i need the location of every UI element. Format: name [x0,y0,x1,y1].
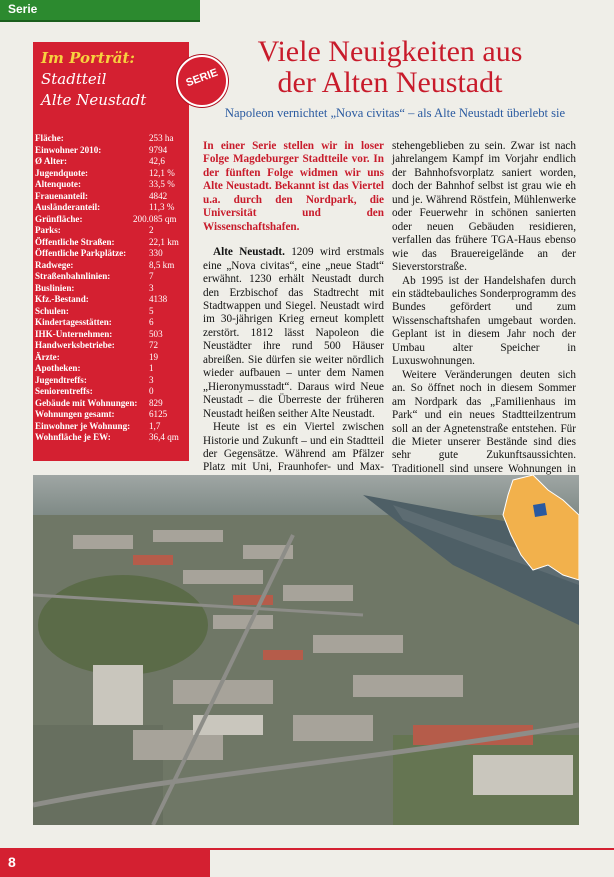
stat-label: Seniorentreffs: [35,386,93,396]
article-paragraph-4: Ab 1995 ist der Handelshafen durch ein städtebauliches Sonderprogramm des Bundes gefördert und zum Wissenschaftshafen umgebaut worden. Geplant ist in diesem Jahr noch der Umbau alter Speicher in Luxuswohnungen. [392,274,576,368]
aerial-photo-illustration [33,475,579,825]
stat-value: 6 [149,317,154,327]
stat-label: Öffentliche Straßen: [35,236,115,247]
stat-label: Jugendquote: [35,167,89,178]
stat-label: Grünfläche: [35,213,83,224]
serie-badge-label: SERIE [184,66,220,90]
stat-row [33,225,189,237]
stat-label: Ø Alter: [35,156,68,166]
stat-value: 0 [149,386,154,396]
stat-label: Straßenbahnlinien: [35,271,111,281]
stat-label: Ausländeranteil: [35,202,101,212]
stat-label: Parks: [35,225,61,235]
stat-value: 200.085 qm [133,213,177,224]
headline [225,36,555,98]
page-number: 8 [8,854,16,870]
stat-label: Handwerksbetriebe: [35,340,115,350]
stat-value: 829 [149,397,163,408]
stat-label: Wohnungen gesamt: [35,409,115,419]
article-paragraph-2: Heute ist es ein Viertel zwischen Historie und Zukunft – und ein Stadtteil der Gegensätze. Während am Pfälzer Platz mit Uni, Fraunhofer- und Max- [203,421,384,474]
stat-row [33,409,189,421]
stat-value: 3 [149,374,154,385]
stat-row [33,432,189,444]
article-paragraph-1 [203,246,384,421]
stat-row [33,237,189,249]
section-label: Serie [8,2,38,16]
stat-label: Kfz.-Bestand: [35,294,89,304]
stat-value: 4842 [149,190,168,201]
stat-label: Jugendtreffs: [35,374,87,385]
article-paragraph-3: stehengeblieben zu sein. Zwar ist nach jahrelangem Kampf im Vorjahr endlich der Bahnhofsvorplatz saniert worden, doch der Bahnhof selbst ist grau wie eh und je. Während Röstfein, Mühlenwerke oder Feuerwehr in schönen sanierten oder neuen Gebäuden residieren, verfallen das frühere TGA-Haus ebenso wie das Brauereigelände an der Sieverstorstraße. [392,140,576,274]
stat-row [33,133,189,145]
stat-value: 33,5 % [149,179,175,189]
stat-value: 2 [149,225,154,235]
portrait-heading [41,48,146,111]
stat-row [33,260,189,272]
stat-row [33,306,189,318]
headline-line-2: der Alten Neustadt [277,66,503,99]
footer-rule [210,848,614,850]
page-number-bar [0,848,210,877]
stat-label: Kindertagesstätten: [35,317,112,327]
stat-label: Apotheken: [35,363,81,373]
stat-label: Gebäude mit Wohnungen: [35,397,138,408]
stat-row [33,421,189,433]
stat-label: Ärzte: [35,351,60,362]
stat-row [33,352,189,364]
stat-row [33,375,189,387]
stat-row [33,168,189,180]
stat-row [33,214,189,226]
stat-row [33,294,189,306]
stat-value: 6125 [149,409,168,419]
stat-row [33,329,189,341]
stat-label: Radwege: [35,259,74,270]
stat-value: 11,3 % [149,202,175,212]
stat-label: Altenquote: [35,179,81,189]
stat-value: 503 [149,328,163,339]
stat-row [33,271,189,283]
stat-value: 1 [149,363,154,373]
stat-value: 8,5 km [149,259,175,270]
stat-row [33,179,189,191]
stat-label: Frauenanteil: [35,190,89,201]
stat-row [33,191,189,203]
stat-value: 1,7 [149,420,161,431]
portrait-title: Im Porträt: [41,49,135,67]
article-column-2 [392,140,576,530]
stat-value: 22,1 km [149,236,179,247]
article-paragraph-1-text: 1209 wird erstmals eine „Nova civitas“, eine „neue Stadt“ erwähnt. 1230 erhält Neustadt durch den Erzbischof das Stadtrecht mit Stadtwappen und Siegel. Neustadt wird im 30-jährigen Krieg erneut komplett zerstört. 1812 lässt Napoleon die Neustädter ihre rund 500 Häuser abreißen. Sie dürfen sie weiter nördlich wieder aufbauen – unter dem Namen „Hieronymusstadt“. Daraus wird Neue Neustadt – die Überreste der früheren Neustadt heißen seither Alte Neustadt. [203,246,384,420]
article-paragraph-1-start: Alte Neustadt. [213,246,285,259]
stat-value: 5 [149,305,154,316]
aerial-photo [33,475,579,825]
stat-row [33,317,189,329]
stat-row [33,156,189,168]
stat-value: 72 [149,340,159,350]
portrait-sidebar [33,42,189,461]
stat-row [33,145,189,157]
stat-value: 42,6 [149,156,165,166]
stat-value: 7 [149,271,154,281]
stat-row [33,386,189,398]
stat-value: 9794 [149,144,168,155]
portrait-line-name: Alte Neustadt [41,91,147,109]
stat-label: Einwohner je Wohnung: [35,420,131,431]
stat-row [33,398,189,410]
stat-value: 253 ha [149,133,174,143]
stat-value: 36,4 qm [149,432,179,442]
stat-label: Einwohner 2010: [35,144,102,155]
article-paragraph-5: Weitere Veränderungen deuten sich an. So öffnet noch in diesem Sommer am Nordpark das „Familienhaus im Park“ und ein neues Stadtteilzentrum soll an der Agnetenstraße entstehen. Für die Mieter unserer Bestände sind dies sehr gute Zukunftsaussichten. Traditionell sind unsere Wohnungen in [392,368,576,475]
stat-label: Schulen: [35,305,69,316]
stat-value: 3 [149,282,154,293]
stat-label: IHK-Unternehmen: [35,328,113,339]
stat-value: 330 [149,248,163,258]
stat-label: Fläche: [35,133,64,143]
stats-table [33,133,189,444]
portrait-line-district: Stadtteil [41,70,107,88]
stat-value: 4138 [149,294,168,304]
stat-row [33,363,189,375]
stat-label: Wohnfläche je EW: [35,432,111,442]
serie-badge [176,55,228,107]
stat-label: Öffentliche Parkplätze: [35,248,127,258]
stat-value: 19 [149,351,159,362]
article-column-1 [203,140,384,515]
subheadline: Napoleon vernichtet „Nova civitas“ – als Alte Neustadt überlebt sie [224,106,566,120]
article-lead: In einer Serie stellen wir in loser Folge Magdeburger Stadtteile vor. In der fünften Folge widmen wir uns Alte Neustadt. Bekannt ist das Viertel u.a. durch den Nordpark, die Universität und den Wissenschaftshafen. [203,140,384,233]
stat-row [33,283,189,295]
headline-line-1: Viele Neuigkeiten aus [257,35,523,68]
stat-row [33,202,189,214]
stat-row [33,340,189,352]
stat-row [33,248,189,260]
stat-value: 12,1 % [149,167,175,178]
stat-label: Buslinien: [35,282,75,293]
section-header-bar [0,0,200,22]
